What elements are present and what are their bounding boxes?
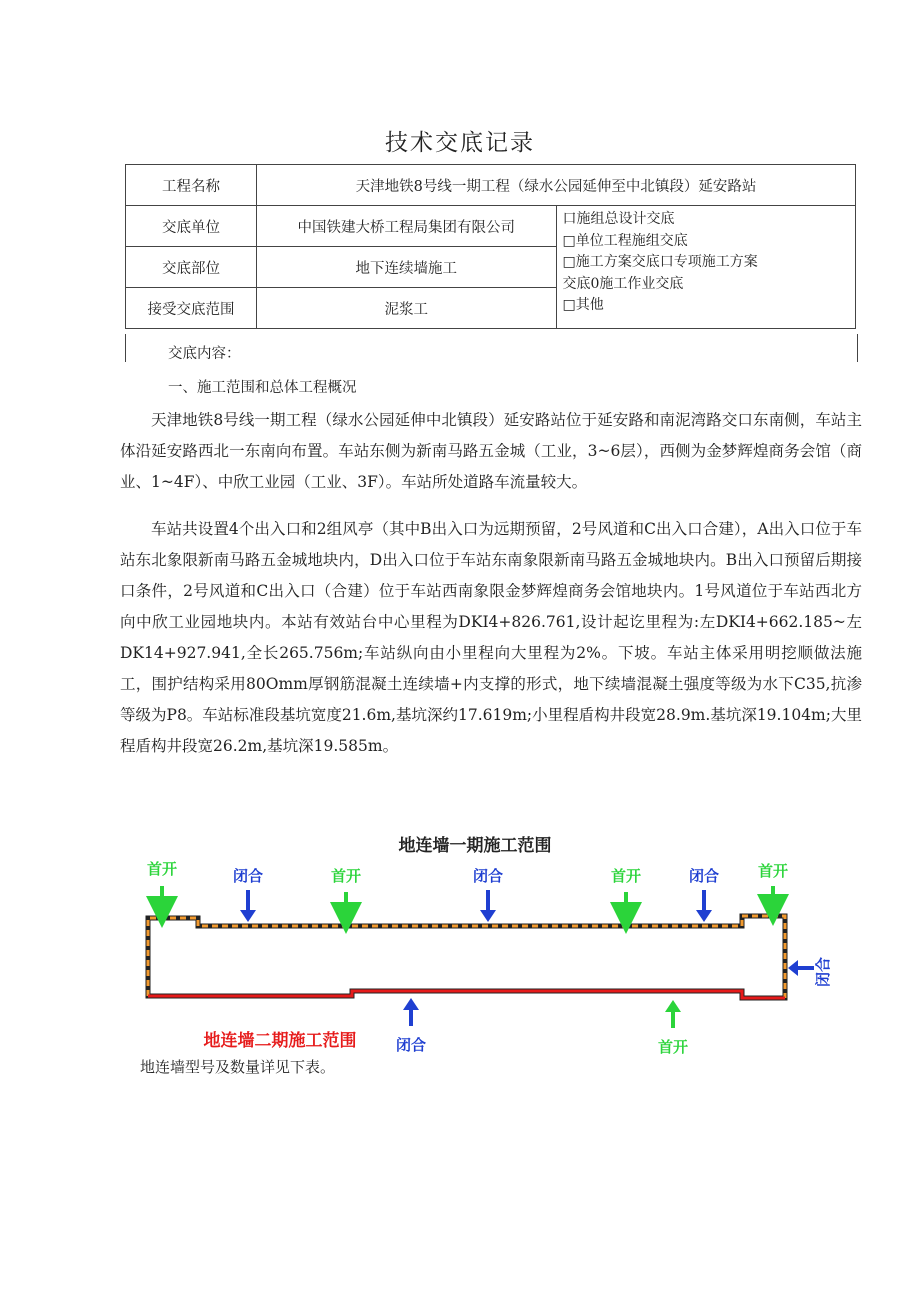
start-marker [658, 1000, 688, 1056]
part-label: 交底部位 [126, 247, 257, 288]
option-item: □单位工程施组交底 [562, 232, 688, 249]
option-item: 口施组总设计交底 [562, 211, 675, 227]
close-label: 闭合 [232, 867, 264, 885]
content-label: 交底内容： [168, 346, 241, 362]
wall-construction-diagram [130, 826, 832, 1066]
paragraph-details: 车站共设置4个出入口和2组风亭（其中B出入口为远期预留，2号风道和C出入口合建），A出入口位于车站东北象限新南马路五金城地块内，D出入口位于车站东南象限新南马路五金城地块内。B出入口预留后期接口条件，2号风道和C出入口（合建）位于车站西南象限金梦辉煌商务会馆地块内。1号风道位于车站西北方向中欣工业园地块内。本站有效站台中心里程为DKI4+826.761,设计起讫里程为:左DKI4+662.185~左DK14+927.941,全长265.756m;车站纵向由小里程向大里程为2%。下坡。车站主体采用明挖顺做法施工，围护结构采用80Omm厚钢筋混凝土连续墙+内支撑的形式，地下续墙混凝土强度等级为水下C35,抗渗等级为P8。车站标准段基坑宽度21.6m,基坑深约17.619m;小里程盾构井段宽28.9m.基坑深19.104m;大里程盾构井段宽26.2m,基坑深19.585m。 [120, 520, 862, 755]
scope-value: 泥浆工 [257, 288, 557, 329]
start-marker [147, 860, 177, 912]
phase1-wall [148, 916, 785, 998]
table-reference-note: 地连墙型号及数量详见下表。 [140, 1058, 336, 1076]
option-item: □施工方案交底口专项施工方案 [562, 254, 758, 270]
option-item: 交底0施工作业交底 [562, 275, 684, 292]
start-label: 首开 [146, 860, 178, 878]
info-table [125, 164, 856, 329]
close-label: 闭合 [395, 1036, 427, 1054]
close-marker [233, 867, 263, 922]
table-row [126, 165, 856, 206]
start-label: 首开 [610, 867, 642, 885]
project-name-value: 天津地铁8号线一期工程（绿水公园延伸至中北镇段）延安路站 [257, 165, 856, 206]
close-marker-right [788, 957, 832, 987]
close-label: 闭合 [814, 956, 832, 988]
part-value: 地下连续墙施工 [257, 247, 557, 288]
table-row [126, 206, 856, 247]
scope-label: 接受交底范围 [126, 288, 257, 329]
close-marker [689, 867, 719, 922]
start-label: 首开 [657, 1038, 689, 1056]
start-label: 首开 [757, 862, 789, 880]
option-item: □其他 [562, 297, 604, 313]
close-marker [396, 998, 426, 1054]
unit-value: 中国铁建大桥工程局集团有限公司 [257, 206, 557, 247]
paragraph-overview: 天津地铁8号线一期工程（绿水公园延伸中北镇段）延安路站位于延安路和南泥湾路交口东南侧，车站主体沿延安路西北一东南向布置。车站东侧为新南马路五金城（工业，3~6层），西侧为金梦辉煌商务会馆（商业、1~4F）、中欣工业园（工业、3F）。车站所处道路车流量较大。 [120, 411, 862, 491]
phase2-wall [148, 991, 785, 998]
unit-label: 交底单位 [126, 206, 257, 247]
start-marker [611, 867, 641, 918]
diagram-title: 地连墙一期施工范围 [398, 836, 552, 856]
disclosure-type-options [556, 206, 856, 329]
section-heading: 一、施工范围和总体工程概况 [168, 380, 357, 396]
start-marker [758, 862, 788, 910]
phase2-label: 地连墙二期施工范围 [203, 1031, 357, 1051]
project-name-label: 工程名称 [126, 165, 257, 206]
start-marker [331, 867, 361, 918]
page-title: 技术交底记录 [385, 130, 535, 156]
close-marker [473, 867, 503, 922]
close-label: 闭合 [472, 867, 504, 885]
close-label: 闭合 [688, 867, 720, 885]
start-label: 首开 [330, 867, 362, 885]
